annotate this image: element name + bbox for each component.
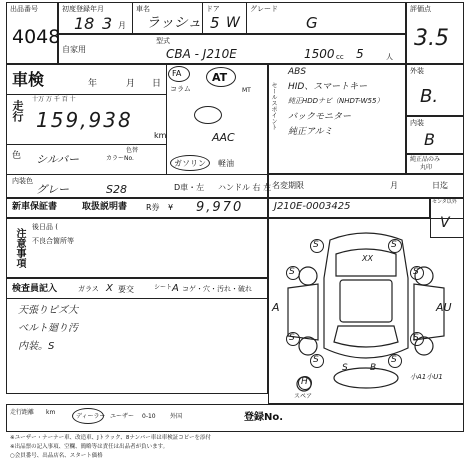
shaken-day: 日 [152,79,162,89]
seat-label: シート [154,284,173,291]
range-label: 0-10 [142,413,156,420]
equipment-line: ABS [288,67,307,77]
doors-value: 5 [210,14,220,32]
shaken-month: 月 [126,79,136,89]
dealer-circle [72,408,104,424]
fa-circle [168,66,190,82]
equipment-list [288,68,406,143]
color-label: 色 [12,151,22,161]
first-reg-label: 初度登録年月 [62,5,104,13]
recycle-yen: ¥ [168,203,174,212]
mileage-change-label: 走行距離 [10,409,35,416]
inspector-notes [18,306,78,360]
usage-label: 自家用 [62,45,86,54]
divider [6,174,268,175]
exterior-label: 外装 [410,67,424,75]
at-label: AT [212,71,228,84]
seats-unit: 人 [386,53,393,61]
seat-damage: コゲ・穴・汚れ・破れ [182,285,252,293]
odometer-digits: 十万 万 千 百 十 [32,96,76,103]
fuel-diesel: 軽油 [218,159,234,168]
registered-label: 登録No. [244,412,284,423]
color-change: 色替 [126,147,139,154]
recycle-value: 9,970 [196,200,244,215]
divider [132,2,133,34]
score-label: 評価点 [410,5,431,13]
manual-label: 取扱説明書 [82,202,128,212]
inspector-label: 検査員記入 [12,284,58,294]
divider [6,94,166,95]
equipment-line: 純正HDDナビ（NHDT-W55） [288,97,384,105]
glass-value: X [106,283,113,294]
damage-mark: S [289,333,295,343]
seats: 5 [356,47,364,61]
options-marker: 丸印 [420,164,433,171]
damage-mark: S [391,355,397,365]
damage-mark-a: A [272,301,280,314]
color-value: シルバー [36,153,79,166]
footer-line2: ※出品票の記入事項、空欄、簡略等は責任は出品者が負います。 [10,444,169,450]
car-name-label: 車名 [136,5,150,13]
model-label: 型式 [156,37,170,45]
fuel-gasoline: ガソリン [174,159,206,168]
name-change-day: 日迄 [432,181,448,190]
divider [246,2,247,34]
shaken-label: 車検 [12,70,45,89]
inspector-line: 内装。S [18,341,55,352]
warranty-label: 新車保証書 [12,202,58,212]
km-options: km [46,409,56,416]
lot-label: 出品番号 [10,5,38,13]
odometer-km: km [154,131,167,140]
damage-mark: S [289,267,295,277]
notes-sub1: 後日品 ( [32,223,58,231]
footer-line3: ○会員番号、出品店名、スタート価格 [10,453,103,459]
interior-value: グレー [36,183,69,196]
spare-label: スペア [294,393,313,400]
column-label: コラム [170,85,191,93]
body-code: W [226,15,240,31]
user-label: ユーザー [110,413,135,420]
damage-mark: S [313,355,319,365]
drive-label: D車・左 [174,183,205,192]
name-change-month: 月 [390,181,398,190]
damage-mark: S [391,240,397,250]
grade-value: G [306,14,318,32]
auction-sheet [6,2,464,464]
check-value: V [440,215,450,231]
damage-mark-au: AU [436,301,452,314]
divider [6,144,166,145]
damage-mark: B [370,363,377,373]
replace-label: 要交 [118,285,134,294]
recycle-label: R券 [146,203,160,212]
glass-label: ガラス [78,285,99,293]
color-code-label: カラーNo. [106,155,134,162]
car-name: ラッシュ [146,15,202,31]
interior-grade-value: B [424,130,435,149]
displacement: 1500 [304,47,335,61]
first-reg-year: 18 [74,14,95,33]
damage-mark-h: H [301,377,308,387]
model-value: CBA - J210E [166,47,237,61]
gasoline-circle [170,155,210,171]
at-circle [206,67,236,87]
handle-label: ハンドル 右 左 [218,183,272,192]
grade-label: グレード [250,5,278,13]
shaken-year: 年 [88,79,98,89]
notes-label: 注意事項 [14,228,25,268]
first-reg-month: 3 [102,14,113,33]
divider [202,2,203,34]
equipment-line: HID、スマートキー [288,82,368,92]
damage-mark-xx: XX [362,254,373,263]
divider [166,64,167,174]
odometer-label: 走行 [11,100,24,122]
cc-unit: cc [336,53,344,61]
damage-mark: S [413,267,419,277]
dealer-label: ディーラー [76,413,106,420]
odometer-value: 159,938 [36,108,133,132]
interior-label: 内装色 [12,177,33,185]
name-change-label: 名変期限 [272,181,304,190]
damage-mark: S [313,240,319,250]
inspector-line: 天張りピズ大 [18,305,78,316]
footer-line1: ※ユーザー・ナーナー車、改造車、Jトラック、8ナンバー車は車検証コピーを添付 [10,435,212,441]
interior-code: S28 [106,183,127,196]
ac-value: AAC [212,131,235,144]
damage-mark: S [413,333,419,343]
equipment-line: バックモニター [288,112,352,122]
seat-value: A [172,283,179,294]
check-label: センタ以外 [432,199,457,205]
damage-mark-rear: 小A1小U1 [410,373,443,381]
options-label: 純正品のみ [410,156,441,163]
notes-sub2: 不良合箇所等 [32,237,74,245]
equipment-line: 純正アルミ [288,127,333,137]
mt-label: MT [242,87,251,94]
score-value: 3.5 [414,26,449,51]
interior-grade-label: 内装 [410,119,424,127]
foreign-label: 外国 [170,413,183,420]
lot-number: 4048 [12,26,61,48]
exterior-value: B. [420,86,439,107]
month-unit: 月 [118,21,126,30]
fa-label: FA [172,69,182,78]
damage-mark: S [342,363,348,373]
chassis-number: J210E-0003425 [274,201,351,212]
divider [6,298,268,299]
salespoint-label: セールスポイント [270,82,277,130]
check-circle [194,106,222,124]
doors-label: ドア [206,5,220,13]
inspector-line: ベルト廻り汚 [18,323,78,334]
